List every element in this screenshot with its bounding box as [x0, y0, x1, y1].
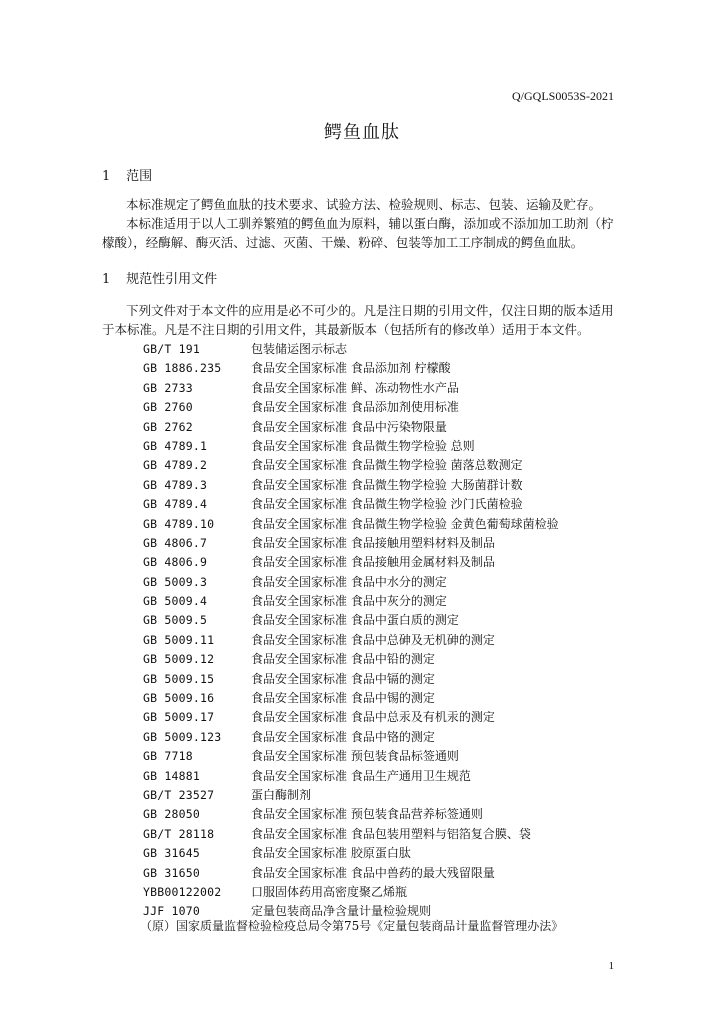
reference-code: GB 4806.9: [143, 555, 208, 570]
section-title: 规范性引用文件: [126, 272, 218, 287]
reference-code: GB 2733: [143, 380, 193, 395]
reference-code: GB 5009.12: [143, 652, 215, 667]
reference-item: [143, 786, 623, 805]
reference-code: GB 5009.4: [143, 594, 208, 609]
reference-title: 食品安全国家标准 鲜、冻动物性水产品: [251, 380, 459, 395]
document-title: 鳄鱼血肽: [324, 122, 400, 143]
scope-paragraph-1: [102, 195, 622, 214]
section-heading-references: [102, 268, 217, 287]
reference-title: 食品安全国家标准 食品中铅的测定: [251, 652, 435, 667]
reference-code: GB 31645: [143, 846, 200, 861]
reference-code: GB 1886.235: [143, 361, 222, 376]
reference-code: GB 4789.10: [143, 516, 215, 531]
reference-title: 食品安全国家标准 食品生产通用卫生规范: [251, 768, 471, 783]
reference-title: 食品安全国家标准 食品中总汞及有机汞的测定: [251, 710, 495, 725]
reference-title: 食品安全国家标准 食品中镉的测定: [251, 671, 435, 686]
reference-title: 食品安全国家标准 食品微生物学检验 沙门氏菌检验: [251, 497, 523, 512]
reference-title: 食品安全国家标准 胶原蛋白肽: [251, 846, 411, 861]
references-intro-paragraph: [102, 301, 622, 339]
reference-item: [143, 592, 623, 611]
reference-code: JJF 1070: [143, 904, 200, 919]
reference-list: [143, 340, 623, 922]
reference-title: 食品安全国家标准 食品中污染物限量: [251, 419, 447, 434]
reference-item: [143, 418, 623, 437]
reference-item: [143, 805, 623, 824]
reference-item: [143, 650, 623, 669]
paragraph-text: 本标准适用于以人工驯养繁殖的鳄鱼血为原料，辅以蛋白酶，添加或不添加加工助剂（柠檬酸），经酶解、酶灭活、过滤、灭菌、干燥、粉碎、包装等加工工序制成的鳄鱼血肽。: [102, 216, 614, 250]
section-heading-scope: [102, 165, 152, 184]
reference-item: [143, 844, 623, 863]
reference-code: GB 5009.5: [143, 613, 208, 628]
reference-code: GB 2762: [143, 419, 193, 434]
reference-code: GB 4789.3: [143, 477, 208, 492]
reference-code: GB 31650: [143, 865, 200, 880]
reference-code: GB 5009.16: [143, 691, 215, 706]
reference-title: 口服固体药用高密度聚乙烯瓶: [251, 884, 408, 899]
section-title: 范围: [126, 169, 153, 184]
reference-title: 包装储运图示标志: [251, 342, 348, 356]
reference-item: [143, 611, 623, 630]
section-number: 1: [102, 169, 111, 184]
page-number: 1: [608, 960, 614, 972]
reference-item: [143, 728, 623, 747]
reference-item: [143, 437, 623, 456]
section-number: 1: [102, 272, 111, 287]
reference-title: 食品安全国家标准 食品微生物学检验 金黄色葡萄球菌检验: [251, 516, 559, 531]
reference-item: [143, 359, 623, 378]
reference-title: 食品安全国家标准 食品中锡的测定: [251, 691, 435, 706]
reference-code: GB 4806.7: [143, 535, 208, 550]
reference-code: GB/T 191: [143, 342, 200, 356]
reference-code: YBB00122002: [143, 884, 222, 899]
reference-title: 食品安全国家标准 食品包装用塑料与铝箔复合膜、袋: [251, 826, 531, 841]
reference-code: GB 2760: [143, 400, 193, 415]
reference-title: 食品安全国家标准 食品接触用塑料材料及制品: [251, 535, 495, 550]
reference-item: [143, 689, 623, 708]
reference-item: [143, 553, 623, 572]
reference-title: 食品安全国家标准 食品中灰分的测定: [251, 594, 447, 609]
reference-code: GB 4789.1: [143, 438, 208, 453]
reference-item: [143, 864, 623, 883]
reference-title: 食品安全国家标准 食品中总砷及无机砷的测定: [251, 632, 495, 647]
paragraph-text: 下列文件对于本文件的应用是必不可少的。凡是注日期的引用文件，仅注日期的版本适用于本标准。凡是不注日期的引用文件，其最新版本（包括所有的修改单）适用于本文件。: [102, 303, 614, 337]
reference-item: [143, 476, 623, 495]
reference-item: [143, 379, 623, 398]
reference-code: GB/T 28118: [143, 826, 215, 841]
reference-title: 食品安全国家标准 食品中兽药的最大残留限量: [251, 865, 495, 880]
reference-code: GB 4789.2: [143, 458, 208, 473]
reference-title: 食品安全国家标准 食品微生物学检验 菌落总数测定: [251, 458, 523, 473]
reference-item: [143, 573, 623, 592]
reference-code: GB 28050: [143, 807, 200, 822]
reference-title: 定量包装商品净含量计量检验规则: [251, 904, 432, 919]
reference-item: [143, 631, 623, 650]
reference-title: 食品安全国家标准 食品接触用金属材料及制品: [251, 555, 495, 570]
reference-item: [143, 825, 623, 844]
reference-title: 食品安全国家标准 预包装食品营养标签通则: [251, 807, 483, 822]
reference-code: GB 7718: [143, 749, 193, 764]
reference-title: 食品安全国家标准 食品中水分的测定: [251, 574, 447, 589]
paragraph-text: 本标准规定了鳄鱼血肽的技术要求、试验方法、检验规则、标志、包装、运输及贮存。: [126, 197, 602, 212]
reference-item: [143, 515, 623, 534]
reference-item: [143, 398, 623, 417]
reference-title: 食品安全国家标准 食品微生物学检验 大肠菌群计数: [251, 477, 523, 492]
reference-code: GB 5009.11: [143, 632, 215, 647]
reference-item: [143, 708, 623, 727]
reference-item: [143, 767, 623, 786]
reference-item: [143, 456, 623, 475]
reference-item: [143, 883, 623, 902]
reference-title: 食品安全国家标准 食品微生物学检验 总则: [251, 438, 475, 453]
reference-item: [143, 670, 623, 689]
reference-item: [143, 495, 623, 514]
footnote: （原）国家质量监督检验检疫总局令第75号《定量包装商品计量监督管理办法》: [140, 919, 564, 933]
reference-item: [143, 340, 623, 359]
reference-code: GB 5009.17: [143, 710, 215, 725]
reference-title: 蛋白酶制剂: [251, 787, 312, 802]
scope-paragraph-2: [102, 214, 622, 252]
standard-code: Q/GQLS0053S-2021: [511, 89, 614, 103]
reference-title: 食品安全国家标准 食品中蛋白质的测定: [251, 613, 459, 628]
reference-title: 食品安全国家标准 食品添加剂 柠檬酸: [251, 361, 451, 376]
reference-code: GB 5009.3: [143, 574, 208, 589]
reference-code: GB 5009.15: [143, 671, 215, 686]
reference-title: 食品安全国家标准 食品中铬的测定: [251, 729, 435, 744]
reference-title: 食品安全国家标准 食品添加剂使用标准: [251, 400, 459, 415]
reference-title: 食品安全国家标准 预包装食品标签通则: [251, 749, 459, 764]
reference-item: [143, 534, 623, 553]
reference-item: [143, 747, 623, 766]
reference-code: GB 14881: [143, 768, 200, 783]
reference-code: GB 4789.4: [143, 497, 208, 512]
reference-code: GB/T 23527: [143, 787, 215, 802]
reference-code: GB 5009.123: [143, 729, 222, 744]
